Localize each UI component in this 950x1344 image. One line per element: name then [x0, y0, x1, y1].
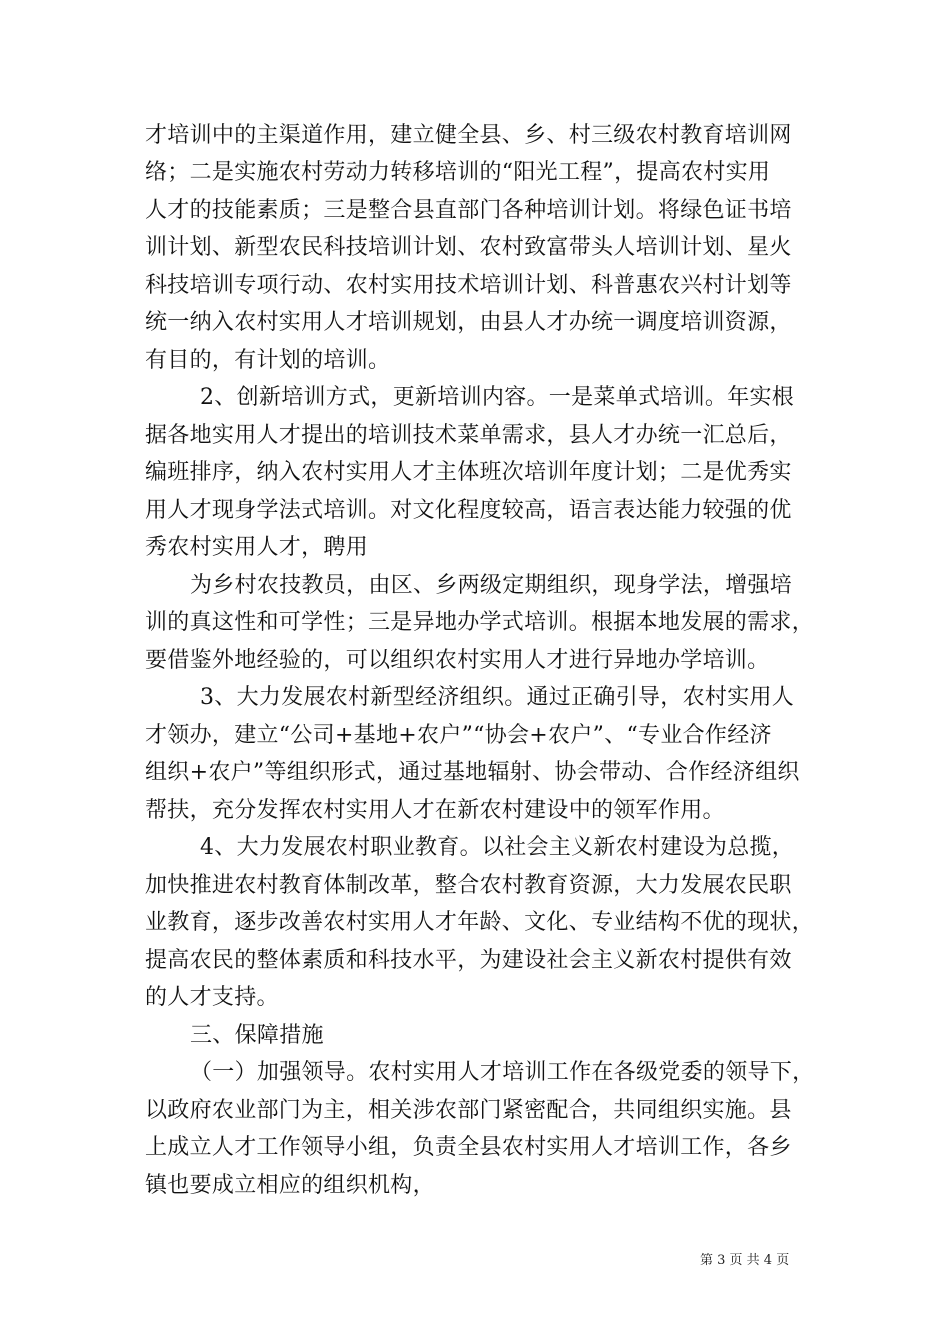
text-line: 的人才支持。: [145, 985, 279, 1010]
paragraph-start-line: 3、大力发展农村新型经济组织。通过正确引导，农村实用人: [200, 685, 795, 710]
text-line: 秀农村实用人才，聘用: [145, 535, 369, 560]
text-line: 组织+农户”等组织形式，通过基地辐射、协会带动、合作经济组织: [145, 760, 800, 785]
text-line: 帮扶，充分发挥农村实用人才在新农村建设中的领军作用。: [145, 798, 725, 823]
text-line: 要借鉴外地经验的，可以组织农村实用人才进行异地办学培训。: [145, 648, 770, 673]
paragraph-start-line: 为乡村农技教员，由区、乡两级定期组织，现身学法，增强培: [190, 573, 793, 598]
text-line: 才领办，建立“公司+基地+农户”“协会+农户”、“专业合作经济: [145, 723, 772, 748]
text-line: 才培训中的主渠道作用，建立健全县、乡、村三级农村教育培训网: [145, 123, 792, 148]
page-number: 第 3 页 共 4 页: [700, 1253, 790, 1268]
text-line: 提高农民的整体素质和科技水平，为建设社会主义新农村提供有效: [145, 948, 792, 973]
section-heading: 三、保障措施: [190, 1023, 324, 1048]
text-line: 训计划、新型农民科技培训计划、农村致富带头人培训计划、星火: [145, 235, 792, 260]
text-line: 统一纳入农村实用人才培训规划，由县人才办统一调度培训资源，: [145, 310, 792, 335]
text-line: 据各地实用人才提出的培训技术菜单需求，县人才办统一汇总后，: [145, 423, 792, 448]
text-line: 以政府农业部门为主，相关涉农部门紧密配合，共同组织实施。县: [145, 1098, 792, 1123]
text-line: 训的真这性和可学性；三是异地办学式培训。根据本地发展的需求，: [145, 610, 815, 635]
text-line: 有目的，有计划的培训。: [145, 348, 391, 373]
paragraph-start-line: （一）加强领导。农村实用人才培训工作在各级党委的领导下，: [190, 1060, 815, 1085]
text-line: 编班排序，纳入农村实用人才主体班次培训年度计划；二是优秀实: [145, 460, 792, 485]
text-line: 用人才现身学法式培训。对文化程度较高，语言表达能力较强的优: [145, 498, 792, 523]
text-line: 人才的技能素质；三是整合县直部门各种培训计划。将绿色证书培: [145, 198, 792, 223]
text-line: 科技培训专项行动、农村实用技术培训计划、科普惠农兴村计划等: [145, 273, 792, 298]
text-line: 络；二是实施农村劳动力转移培训的“阳光工程”，提高农村实用: [145, 160, 771, 185]
paragraph-start-line: 4、大力发展农村职业教育。以社会主义新农村建设为总揽，: [200, 835, 795, 860]
text-line: 上成立人才工作领导小组，负责全县农村实用人才培训工作，各乡: [145, 1135, 792, 1160]
text-line: 镇也要成立相应的组织机构，: [145, 1173, 435, 1198]
text-line: 业教育，逐步改善农村实用人才年龄、文化、专业结构不优的现状，: [145, 910, 815, 935]
paragraph-start-line: 2、创新培训方式，更新培训内容。一是菜单式培训。年实根: [200, 385, 795, 410]
text-line: 加快推进农村教育体制改革，整合农村教育资源，大力发展农民职: [145, 873, 792, 898]
